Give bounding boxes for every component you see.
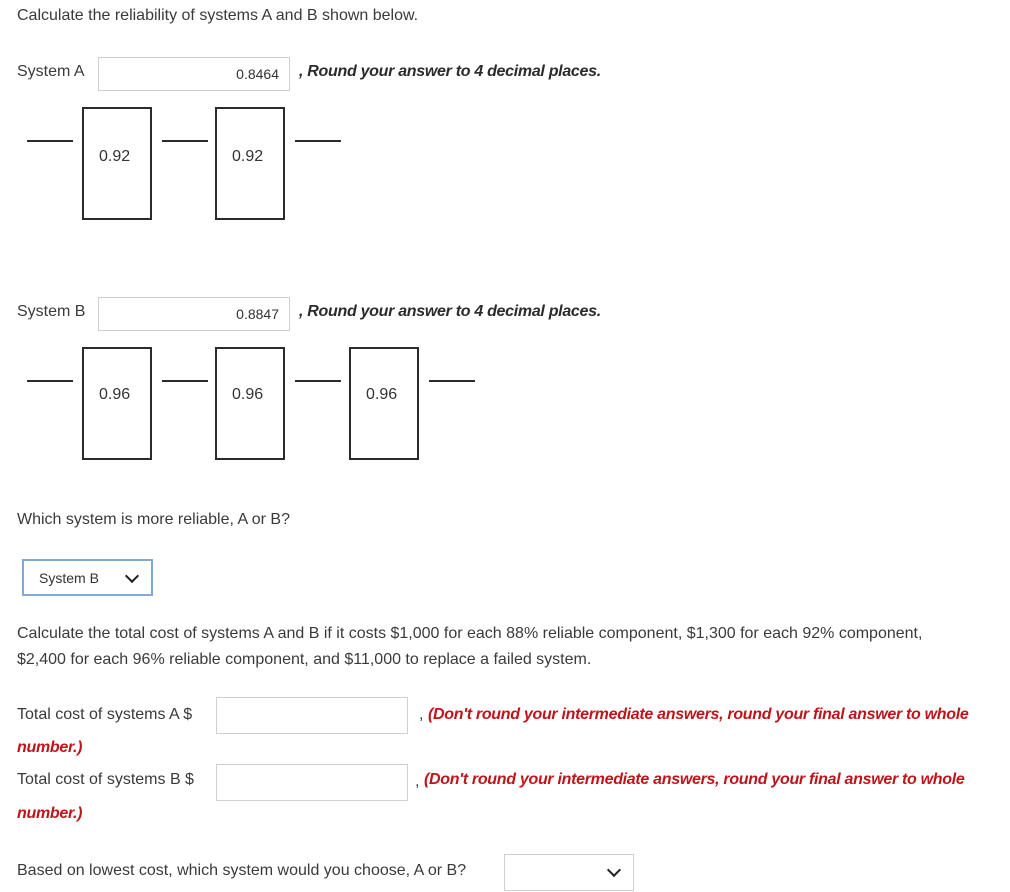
cost-a-comma: , [419,706,424,723]
system-b-label: System B [17,303,86,320]
component-reliability: 0.92 [99,148,131,165]
lowest-cost-system-select[interactable] [504,854,634,891]
cost-b-rounding-note: (Don't round your intermediate answers, round your final answer to whole [424,771,965,788]
component-reliability: 0.92 [232,148,264,165]
system-a-label: System A [17,63,85,80]
cost-intro-line-1: Calculate the total cost of systems A and B if it costs $1,000 for each 88% reliable component, $1,300 for each 92% component, [17,625,923,642]
cost-b-rounding-note-end: number.) [17,805,83,822]
system-a-reliability-input[interactable]: 0.8464 [98,57,290,91]
cost-question: Based on lowest cost, which system would you choose, A or B? [17,862,467,879]
cost-a-label: Total cost of systems A $ [17,706,193,723]
chevron-down-icon [125,569,139,583]
connector-line [429,380,475,382]
cost-a-rounding-note: (Don't round your intermediate answers, round your final answer to whole [428,706,969,723]
connector-line [27,380,73,382]
connector-line [162,140,208,142]
connector-line [295,140,341,142]
system-b-rounding-hint: , Round your answer to 4 decimal places. [299,303,601,320]
intro-text: Calculate the reliability of systems A and B shown below. [17,7,419,24]
component-reliability: 0.96 [232,386,264,403]
reliable-system-select[interactable] [22,559,153,596]
connector-line [27,140,73,142]
component-reliability: 0.96 [99,386,131,403]
cost-b-label: Total cost of systems B $ [17,771,194,788]
chevron-down-icon [607,863,621,877]
connector-line [295,380,341,382]
component-reliability: 0.96 [366,386,398,403]
connector-line [162,380,208,382]
cost-a-rounding-note-end: number.) [17,739,83,756]
reliable-system-select-value: System B [39,570,99,586]
cost-a-input[interactable] [216,697,408,734]
system-b-reliability-input[interactable]: 0.8847 [98,297,290,331]
reliability-question: Which system is more reliable, A or B? [17,511,290,528]
cost-intro-line-2: $2,400 for each 96% reliable component, and $11,000 to replace a failed system. [17,651,592,668]
system-a-rounding-hint: , Round your answer to 4 decimal places. [299,63,601,80]
cost-b-comma: , [415,773,420,790]
cost-b-input[interactable] [216,764,408,801]
